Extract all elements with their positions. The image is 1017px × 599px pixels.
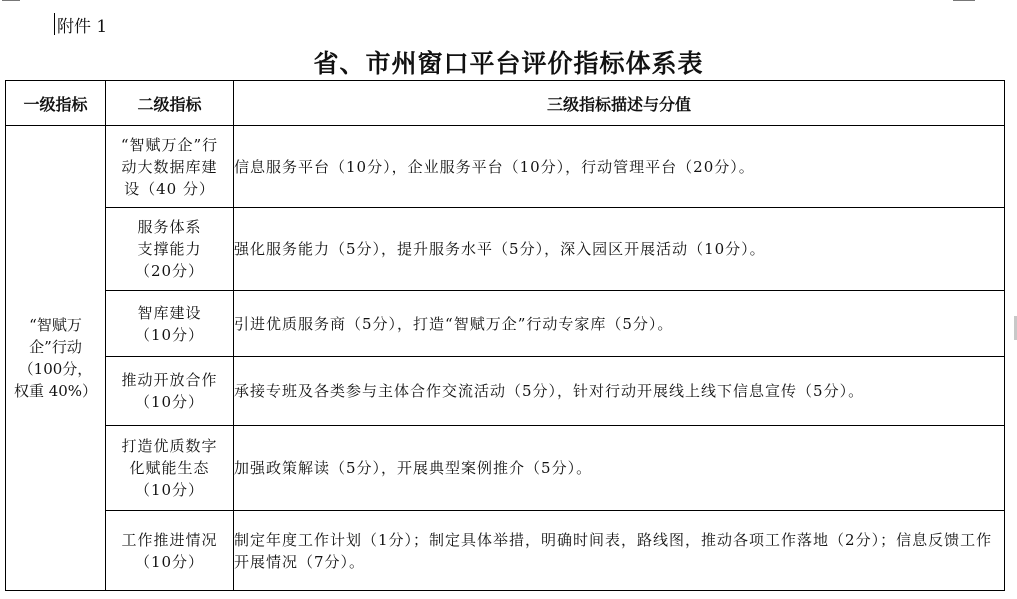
table-row <box>6 291 1005 357</box>
level1-line: （100分， <box>18 360 93 378</box>
level2-line: （20分） <box>134 262 205 280</box>
document-title: 省、市州窗口平台评价指标体系表 <box>313 49 704 78</box>
page-corner-mark-right <box>953 0 975 1</box>
table-row <box>6 511 1005 591</box>
level2-line: 推动开放合作 <box>121 371 218 389</box>
header-level3: 三级指标描述与分值 <box>234 81 1005 126</box>
header-level2: 二级指标 <box>106 81 234 126</box>
level3-description-cell: 强化服务能力（5分），提升服务水平（5分），深入园区开展活动（10分）。 <box>234 208 1005 291</box>
level2-line: 支撑能力 <box>137 240 202 258</box>
table-row <box>6 126 1005 208</box>
level2-line: 打造优质数字 <box>121 437 218 455</box>
table-row <box>6 426 1005 511</box>
indicator-table <box>5 80 1005 591</box>
level2-line: （10分） <box>134 481 205 499</box>
page-corner-mark-left <box>2 0 20 1</box>
level1-line: “智赋万 <box>29 316 82 334</box>
level2-line: 设（40 分） <box>124 179 215 198</box>
attachment-label: 附件 1 <box>57 12 107 37</box>
level3-description-cell: 制定年度工作计划（1分）；制定具体举措，明确时间表，路线图，推动各项工作落地（2分）；信息反馈工作开展情况（7分）。 <box>234 511 1005 591</box>
level2-indicator-cell <box>106 357 234 426</box>
level2-line: （10分） <box>134 552 205 571</box>
table-row <box>6 357 1005 426</box>
level2-line: 工作推进情况 <box>121 530 218 549</box>
header-level1: 一级指标 <box>6 81 106 126</box>
level3-description-cell: 引进优质服务商（5分），打造“智赋万企”行动专家库（5分）。 <box>234 291 1005 357</box>
level3-description-cell: 信息服务平台（10分），企业服务平台（10分），行动管理平台（20分）。 <box>234 126 1005 208</box>
level1-line: 权重 40%） <box>13 382 98 400</box>
table-header-row <box>6 81 1005 126</box>
level2-indicator-cell <box>106 208 234 291</box>
level2-line: 服务体系 <box>137 218 202 236</box>
level1-line: 企”行动 <box>29 338 82 356</box>
level2-line: （10分） <box>134 325 205 344</box>
level2-line: 动大数据库建 <box>121 157 218 176</box>
level2-indicator-cell <box>106 126 234 208</box>
level2-indicator-cell <box>106 426 234 511</box>
level2-line: 化赋能生态 <box>129 459 210 477</box>
level3-description-cell: 加强政策解读（5分），开展典型案例推介（5分）。 <box>234 426 1005 511</box>
level2-line: “智赋万企”行 <box>120 135 219 154</box>
level2-indicator-cell <box>106 291 234 357</box>
level2-line: 智库建设 <box>137 303 202 322</box>
level1-indicator-cell <box>6 126 106 591</box>
level3-description-cell: 承接专班及各类参与主体合作交流活动（5分），针对行动开展线上线下信息宣传（5分）。 <box>234 357 1005 426</box>
level2-indicator-cell <box>106 511 234 591</box>
table-row <box>6 208 1005 291</box>
level2-line: （10分） <box>134 393 205 411</box>
